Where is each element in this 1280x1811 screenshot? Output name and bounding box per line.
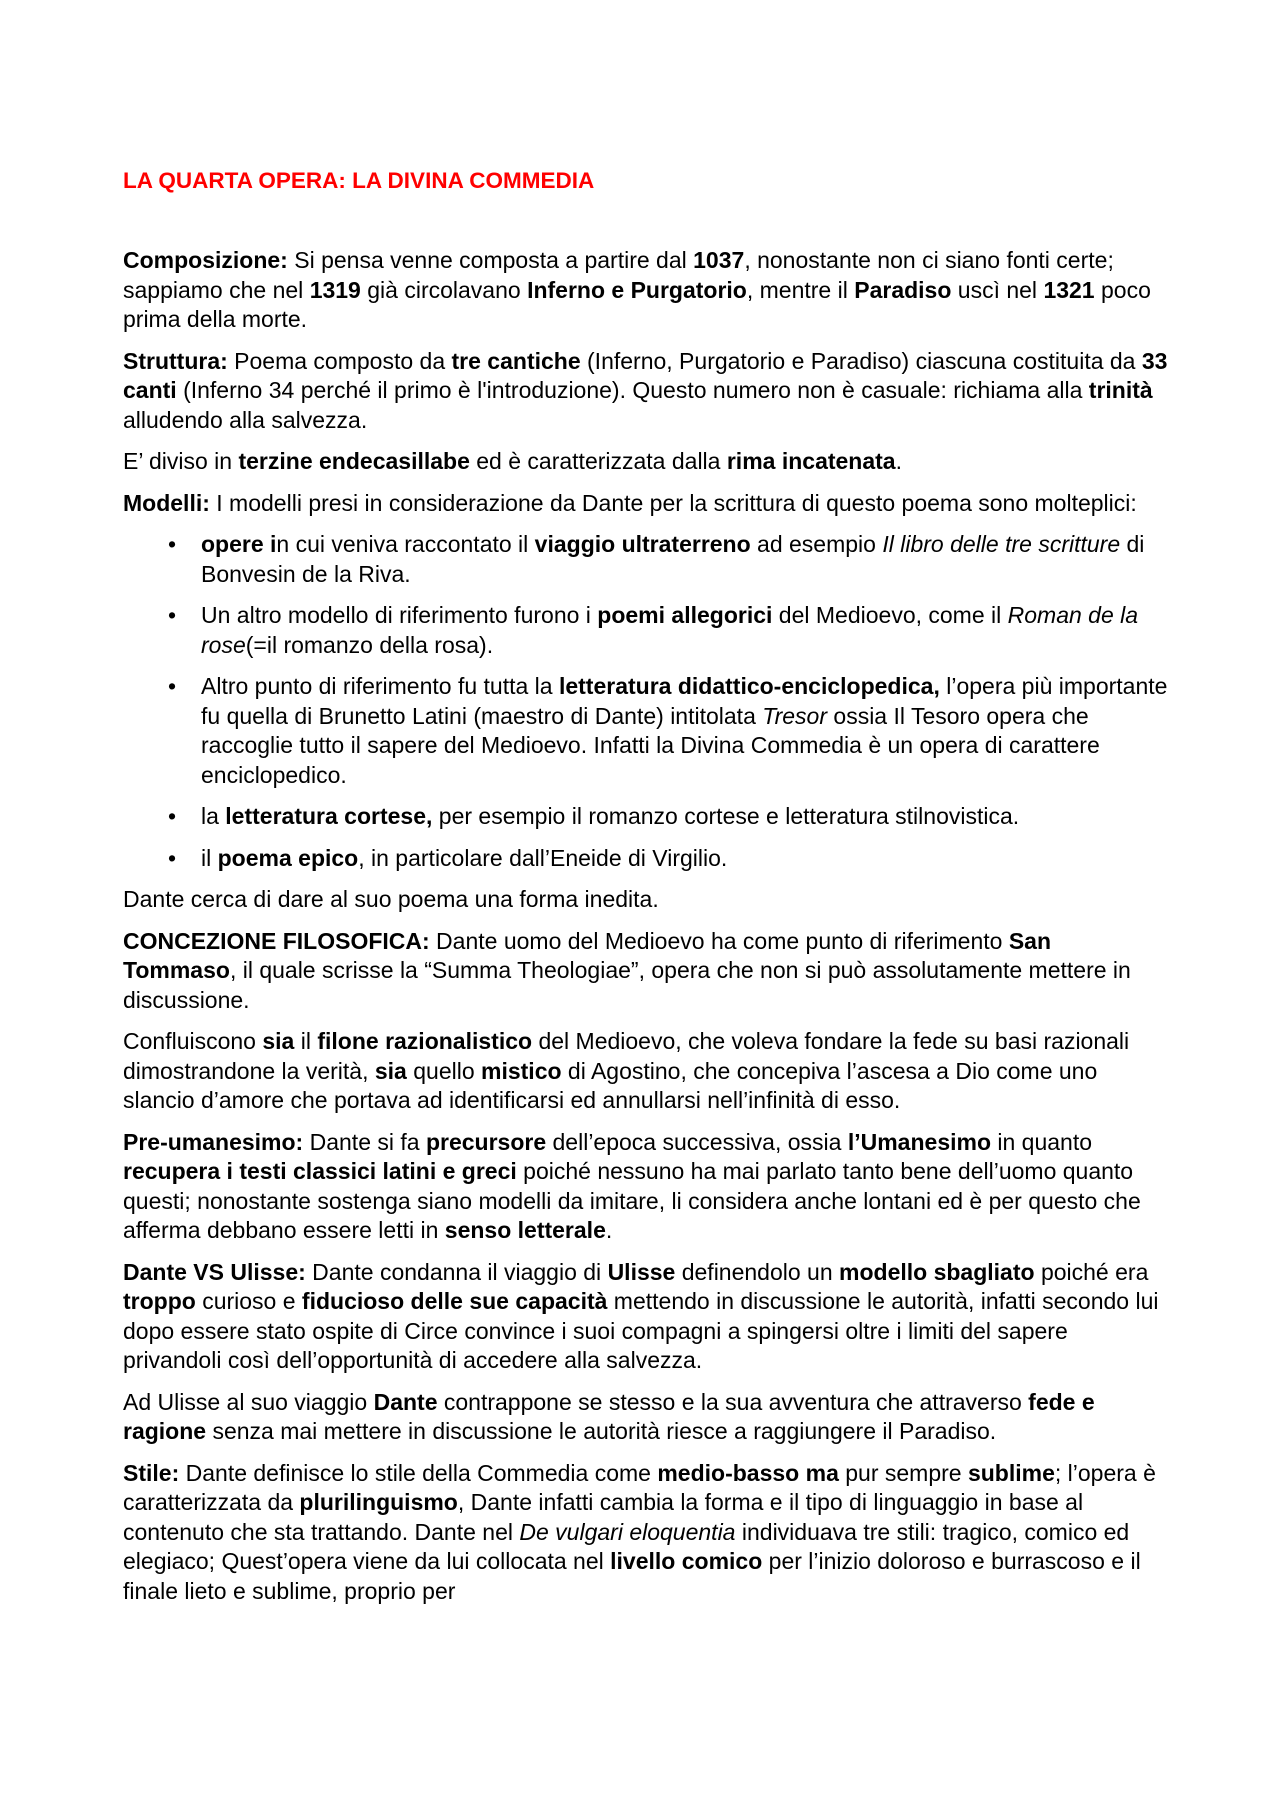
label-modelli: Modelli: <box>123 489 210 516</box>
text: poco prima della morte. <box>123 276 1151 332</box>
label-struttura: Struttura: <box>123 347 228 374</box>
text: , in particolare dall’Eneide di Virgilio. <box>358 844 728 871</box>
text: Si pensa venne composta a partire dal <box>287 247 694 273</box>
label-composizione: Composizione: <box>123 247 288 273</box>
text: già circolavano <box>360 276 528 303</box>
text: poiché era <box>1034 1258 1149 1285</box>
bold-text: sia <box>262 1028 295 1054</box>
paragraph-modelli <box>123 489 1168 519</box>
text: . <box>605 1217 613 1243</box>
paragraph-struttura <box>123 347 1168 436</box>
text: poiché nessuno ha mai parlato tanto bene dell’uomo quanto questi; nonostante sostenga siano modelli da imitare, li considera anche lontani ed è per questo che afferma debbano essere letti in <box>123 1158 1141 1243</box>
text: . <box>895 448 902 474</box>
text: di Bonvesin de la Riva. <box>201 531 1145 587</box>
label-stile: Stile: <box>123 1459 180 1486</box>
text: di Agostino, che concepiva l’ascesa a Dio come uno slancio d’amore che portava ad identificarsi ed annullarsi nell’infinità di esso. <box>123 1057 1098 1113</box>
label-pre-umanesimo: Pre-umanesimo: <box>123 1128 304 1155</box>
paragraph-confluiscono <box>123 1027 1168 1116</box>
bold-text: l’Umanesimo <box>847 1128 991 1155</box>
text: n cui veniva raccontato il <box>276 531 535 557</box>
bold-text: mistico <box>481 1057 562 1084</box>
text: mettendo in discussione le autorità, infatti secondo lui dopo essere stato ospite di Circe convince i suoi compagni a spingersi oltre i limiti del sapere privandoli così dell’opportunità di accedere alla salvezza. <box>123 1288 1159 1373</box>
bold-text: sia <box>374 1057 407 1084</box>
italic-text: Tresor <box>762 702 828 729</box>
paragraph-pre-umanesimo <box>123 1128 1168 1246</box>
bold-text: plurilinguismo <box>299 1489 458 1515</box>
page-title: LA QUARTA OPERA: LA DIVINA COMMEDIA <box>123 168 595 193</box>
bold-text: letteratura cortese, <box>225 803 433 829</box>
text: Confluiscono <box>123 1028 263 1054</box>
text: ossia Il Tesoro opera che raccoglie tutto il sapere del Medioevo. Infatti la Divina Commedia è un opera di carattere enciclopedico. <box>201 702 1100 788</box>
bullet-icon: • <box>167 803 177 829</box>
bold-text: fiducioso delle sue capacità <box>301 1288 608 1314</box>
list-item <box>123 672 1168 790</box>
paragraph-concezione <box>123 927 1168 1016</box>
bullet-icon: • <box>167 673 177 699</box>
label-dante-vs-ulisse: Dante VS Ulisse: <box>123 1258 306 1285</box>
label-concezione: CONCEZIONE FILOSOFICA: <box>123 927 430 954</box>
paragraph-terzine <box>123 447 1168 477</box>
bold-text: 1321 <box>1043 276 1095 303</box>
models-list <box>123 530 1168 873</box>
bullet-icon: • <box>167 602 177 628</box>
text: (Inferno, Purgatorio e Paradiso) ciascuna costituita da <box>580 347 1142 374</box>
bold-text: Paradiso <box>854 276 952 303</box>
bold-text: tre cantiche <box>451 347 581 374</box>
text: Altro punto di riferimento fu tutta la <box>201 673 559 699</box>
bullet-icon: • <box>167 844 177 871</box>
text: Ad Ulisse al suo viaggio <box>123 1388 374 1415</box>
bold-text: letteratura didattico-enciclopedica, <box>558 673 940 699</box>
text: senza mai mettere in discussione le autorità riesce a raggiungere il Paradiso. <box>206 1418 997 1444</box>
text: il <box>201 844 218 871</box>
text: la <box>201 803 226 829</box>
text: quello <box>406 1057 482 1084</box>
paragraph-stile <box>123 1459 1168 1607</box>
list-item <box>123 844 1168 874</box>
bold-text: San Tommaso <box>123 927 1052 983</box>
bold-text: troppo <box>123 1288 196 1314</box>
bold-text: trinità <box>1088 377 1153 403</box>
list-item <box>123 802 1168 832</box>
text: E’ diviso in <box>123 448 239 474</box>
bold-text: Inferno e Purgatorio <box>527 276 747 303</box>
text: , mentre il <box>746 276 855 303</box>
text: Dante si fa <box>303 1128 426 1155</box>
paragraph-composizione <box>123 246 1168 335</box>
text: l’opera più importante fu quella di Brunetto Latini (maestro di Dante) intitolata <box>201 673 1168 729</box>
paragraph-forma-inedita: Dante cerca di dare al suo poema una forma inedita. <box>123 886 659 912</box>
text: (=il romanzo della rosa). <box>245 631 494 658</box>
text: , nonostante non ci siano fonti certe; sappiamo che nel <box>123 247 1114 303</box>
text: il <box>294 1028 318 1054</box>
bold-text: rima incatenata <box>726 448 896 474</box>
bold-text: poemi allegorici <box>597 602 773 628</box>
text: Un altro modello di riferimento furono i <box>201 602 598 628</box>
text: dell’epoca successiva, ossia <box>546 1128 848 1155</box>
bold-text: viaggio ultraterreno <box>534 531 751 557</box>
bold-text: terzine endecasillabe <box>238 448 470 474</box>
text: ed è caratterizzata dalla <box>469 448 727 474</box>
bold-text: 1319 <box>309 276 361 303</box>
text: I modelli presi in considerazione da Dante per la scrittura di questo poema sono molteplici: <box>209 489 1137 516</box>
bold-text: recupera i testi classici latini e greci <box>123 1158 517 1184</box>
bold-text: Ulisse <box>607 1258 676 1285</box>
text: del Medioevo, che voleva fondare la fede su basi razionali dimostrandone la verità, <box>123 1028 1130 1084</box>
text: per esempio il romanzo cortese e letteratura stilnovistica. <box>432 803 1020 829</box>
italic-text: De vulgari eloquentia <box>519 1518 736 1545</box>
text: in quanto <box>991 1128 1093 1155</box>
text: alludendo alla salvezza. <box>123 406 368 433</box>
text: ad esempio <box>750 531 883 557</box>
text: pur sempre <box>838 1459 968 1486</box>
bold-text: 1037 <box>693 247 745 273</box>
bold-text: medio-basso ma <box>657 1459 839 1486</box>
bold-text: opere i <box>201 531 277 557</box>
text: individuava tre stili: tragico, comico ed elegiaco; Quest’opera viene da lui collocata nel <box>123 1518 1130 1574</box>
text: Dante condanna il viaggio di <box>305 1258 608 1285</box>
bold-text: Dante <box>373 1388 438 1415</box>
text: Poema composto da <box>227 347 452 374</box>
bold-text: 33 canti <box>123 347 1168 403</box>
document-page <box>123 166 1168 1618</box>
paragraph-ulisse-viaggio <box>123 1388 1168 1447</box>
paragraph-dante-vs-ulisse <box>123 1258 1168 1376</box>
bold-text: fede e ragione <box>123 1388 1095 1444</box>
list-item <box>123 601 1168 660</box>
italic-text: Roman de la rose <box>201 602 1139 658</box>
italic-text: Il libro delle tre scritture <box>882 531 1121 557</box>
bold-text: livello comico <box>610 1548 763 1574</box>
text: uscì nel <box>951 276 1044 303</box>
text: curioso e <box>195 1288 302 1314</box>
bullet-icon: • <box>167 531 177 557</box>
text: , Dante infatti cambia la forma e il tipo di linguaggio in base al contenuto che sta trattando. Dante nel <box>123 1489 1084 1545</box>
text: (Inferno 34 perché il primo è l'introduzione). Questo numero non è casuale: richiama alla <box>176 377 1089 403</box>
bold-text: modello sbagliato <box>839 1258 1035 1285</box>
text: per l’inizio doloroso e burrascoso e il finale lieto e sublime, proprio per <box>123 1548 1141 1604</box>
bold-text: precursore <box>425 1128 547 1155</box>
bold-text: filone razionalistico <box>317 1028 533 1054</box>
list-item <box>123 530 1168 589</box>
bold-text: sublime <box>967 1459 1055 1486</box>
bold-text: poema epico <box>217 844 359 871</box>
text: ; l’opera è caratterizzata da <box>123 1459 1156 1515</box>
text: del Medioevo, come il <box>772 602 1008 628</box>
bold-text: senso letterale <box>444 1217 606 1243</box>
text: Dante uomo del Medioevo ha come punto di riferimento <box>429 927 1009 954</box>
text: Dante definisce lo stile della Commedia come <box>179 1459 658 1486</box>
text: definendolo un <box>675 1258 840 1285</box>
text: , il quale scrisse la “Summa Theologiae”, opera che non si può assolutamente mettere in discussione. <box>123 957 1131 1013</box>
text: contrappone se stesso e la sua avventura che attraverso <box>437 1388 1029 1415</box>
